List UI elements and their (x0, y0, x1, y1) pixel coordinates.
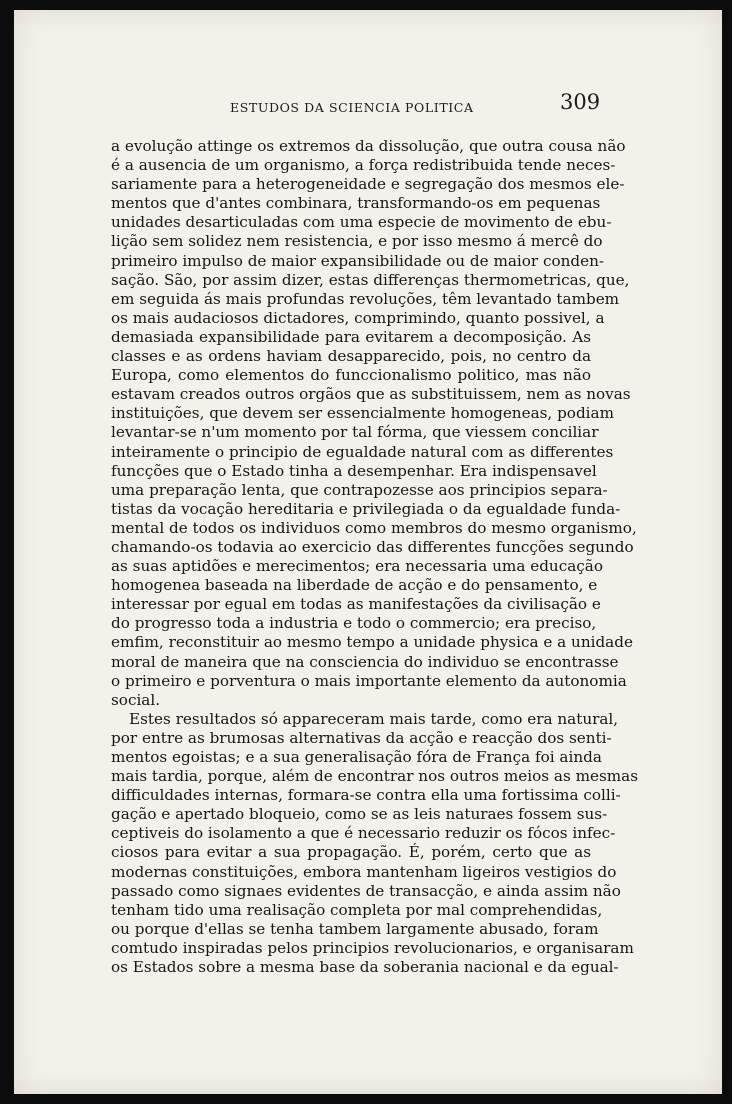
text-line: em seguida ás mais profundas revoluções, têm levantado tambem (111, 289, 620, 308)
text-line: difficuldades internas, formara-se contra ella uma fortissima colli- (111, 786, 621, 805)
page-number: 309 (560, 90, 601, 114)
text-line: Europa, como elementos do funccionalismo politico, mas não (111, 366, 591, 385)
text-line: do progresso toda a industria e todo o commercio; era preciso, (111, 614, 597, 633)
text-line: comtudo inspiradas pelos principios revolucionarios, e organisaram (111, 938, 634, 957)
text-line: demasiada expansibilidade para evitarem a decomposição. As (111, 327, 591, 346)
text-line: lição sem solidez nem resistencia, e por isso mesmo á mercê do (111, 232, 603, 251)
text-line: passado como signaes evidentes de transacção, e ainda assim não (111, 881, 621, 900)
text-line: homogenea baseada na liberdade de acção e do pensamento, e (111, 576, 598, 595)
text-line: mental de todos os individuos como membros do mesmo organismo, (111, 518, 637, 537)
text-line: uma preparação lenta, que contrapozesse aos principios separa- (111, 480, 608, 499)
text-line: funcções que o Estado tinha a desempenhar. Era indispensavel (111, 461, 597, 480)
book-page (14, 10, 722, 1094)
text-line: os Estados sobre a mesma base da soberania nacional e da egual- (111, 958, 619, 977)
text-line: Estes resultados só appareceram mais tarde, como era natural, (129, 709, 619, 728)
text-line: modernas constituições, embora mantenham ligeiros vestigios do (111, 862, 617, 881)
text-line: interessar por egual em todas as manifestações da civilisação e (111, 595, 601, 614)
running-title: ESTUDOS DA SCIENCIA POLITICA (230, 100, 474, 115)
text-line: os mais audaciosos dictadores, comprimindo, quanto possivel, a (111, 308, 605, 327)
page-header (14, 88, 722, 118)
text-line: gação e apertado bloqueio, como se as leis naturaes fossem sus- (111, 805, 608, 824)
text-line: sação. São, por assim dizer, estas differenças thermometricas, que, (111, 270, 630, 289)
text-line: a evolução attinge os extremos da dissolução, que outra cousa não (111, 137, 626, 155)
text-line: por entre as brumosas alternativas da acção e reacção dos senti- (111, 728, 612, 747)
text-line: primeiro impulso de maior expansibilidade ou de maior conden- (111, 251, 605, 270)
text-line: estavam creados outros orgãos que as substituissem, nem as novas (111, 385, 631, 404)
text-line: ciosos para evitar a sua propagação. É, porém, certo que as (111, 843, 591, 862)
text-line: levantar-se n'um momento por tal fórma, que viessem conciliar (111, 423, 599, 442)
text-line: instituições, que devem ser essencialmente homogeneas, podiam (111, 404, 614, 423)
text-line: mais tardia, porque, além de encontrar nos outros meios as mesmas (111, 767, 639, 786)
text-line: classes e as ordens haviam desapparecido, pois, no centro da (111, 347, 591, 366)
text-line: ou porque d'ellas se tenha tambem largamente abusado, foram (111, 919, 599, 938)
body-text (111, 137, 639, 977)
text-line: mentos egoistas; e a sua generalisação fóra de França foi ainda (111, 748, 602, 766)
text-line: moral de maneira que na consciencia do individuo se encontrasse (111, 652, 619, 671)
text-line: social. (111, 690, 161, 709)
text-line: chamando-os todavia ao exercicio das differentes funcções segundo (111, 537, 634, 556)
text-line: tistas da vocação hereditaria e privilegiada o da egualdade funda- (111, 499, 621, 518)
text-line: as suas aptidões e merecimentos; era necessaria uma educação (111, 557, 603, 576)
text-line: é a ausencia de um organismo, a força redistribuida tende neces- (111, 156, 616, 175)
text-line: emfim, reconstituir ao mesmo tempo a unidade physica e a unidade (111, 633, 633, 652)
text-line: inteiramente o principio de egualdade natural com as differentes (111, 442, 614, 461)
text-line: o primeiro e porventura o mais importante elemento da autonomia (111, 671, 627, 690)
text-line: unidades desarticuladas com uma especie de movimento de ebu- (111, 213, 612, 232)
text-line: tenham tido uma realisação completa por mal comprehendidas, (111, 900, 603, 919)
text-line: mentos que d'antes combinara, transformando-os em pequenas (111, 194, 601, 213)
text-line: sariamente para a heterogeneidade e segregação dos mesmos ele- (111, 175, 625, 194)
text-line: ceptiveis do isolamento a que é necessario reduzir os fócos infec- (111, 824, 616, 843)
